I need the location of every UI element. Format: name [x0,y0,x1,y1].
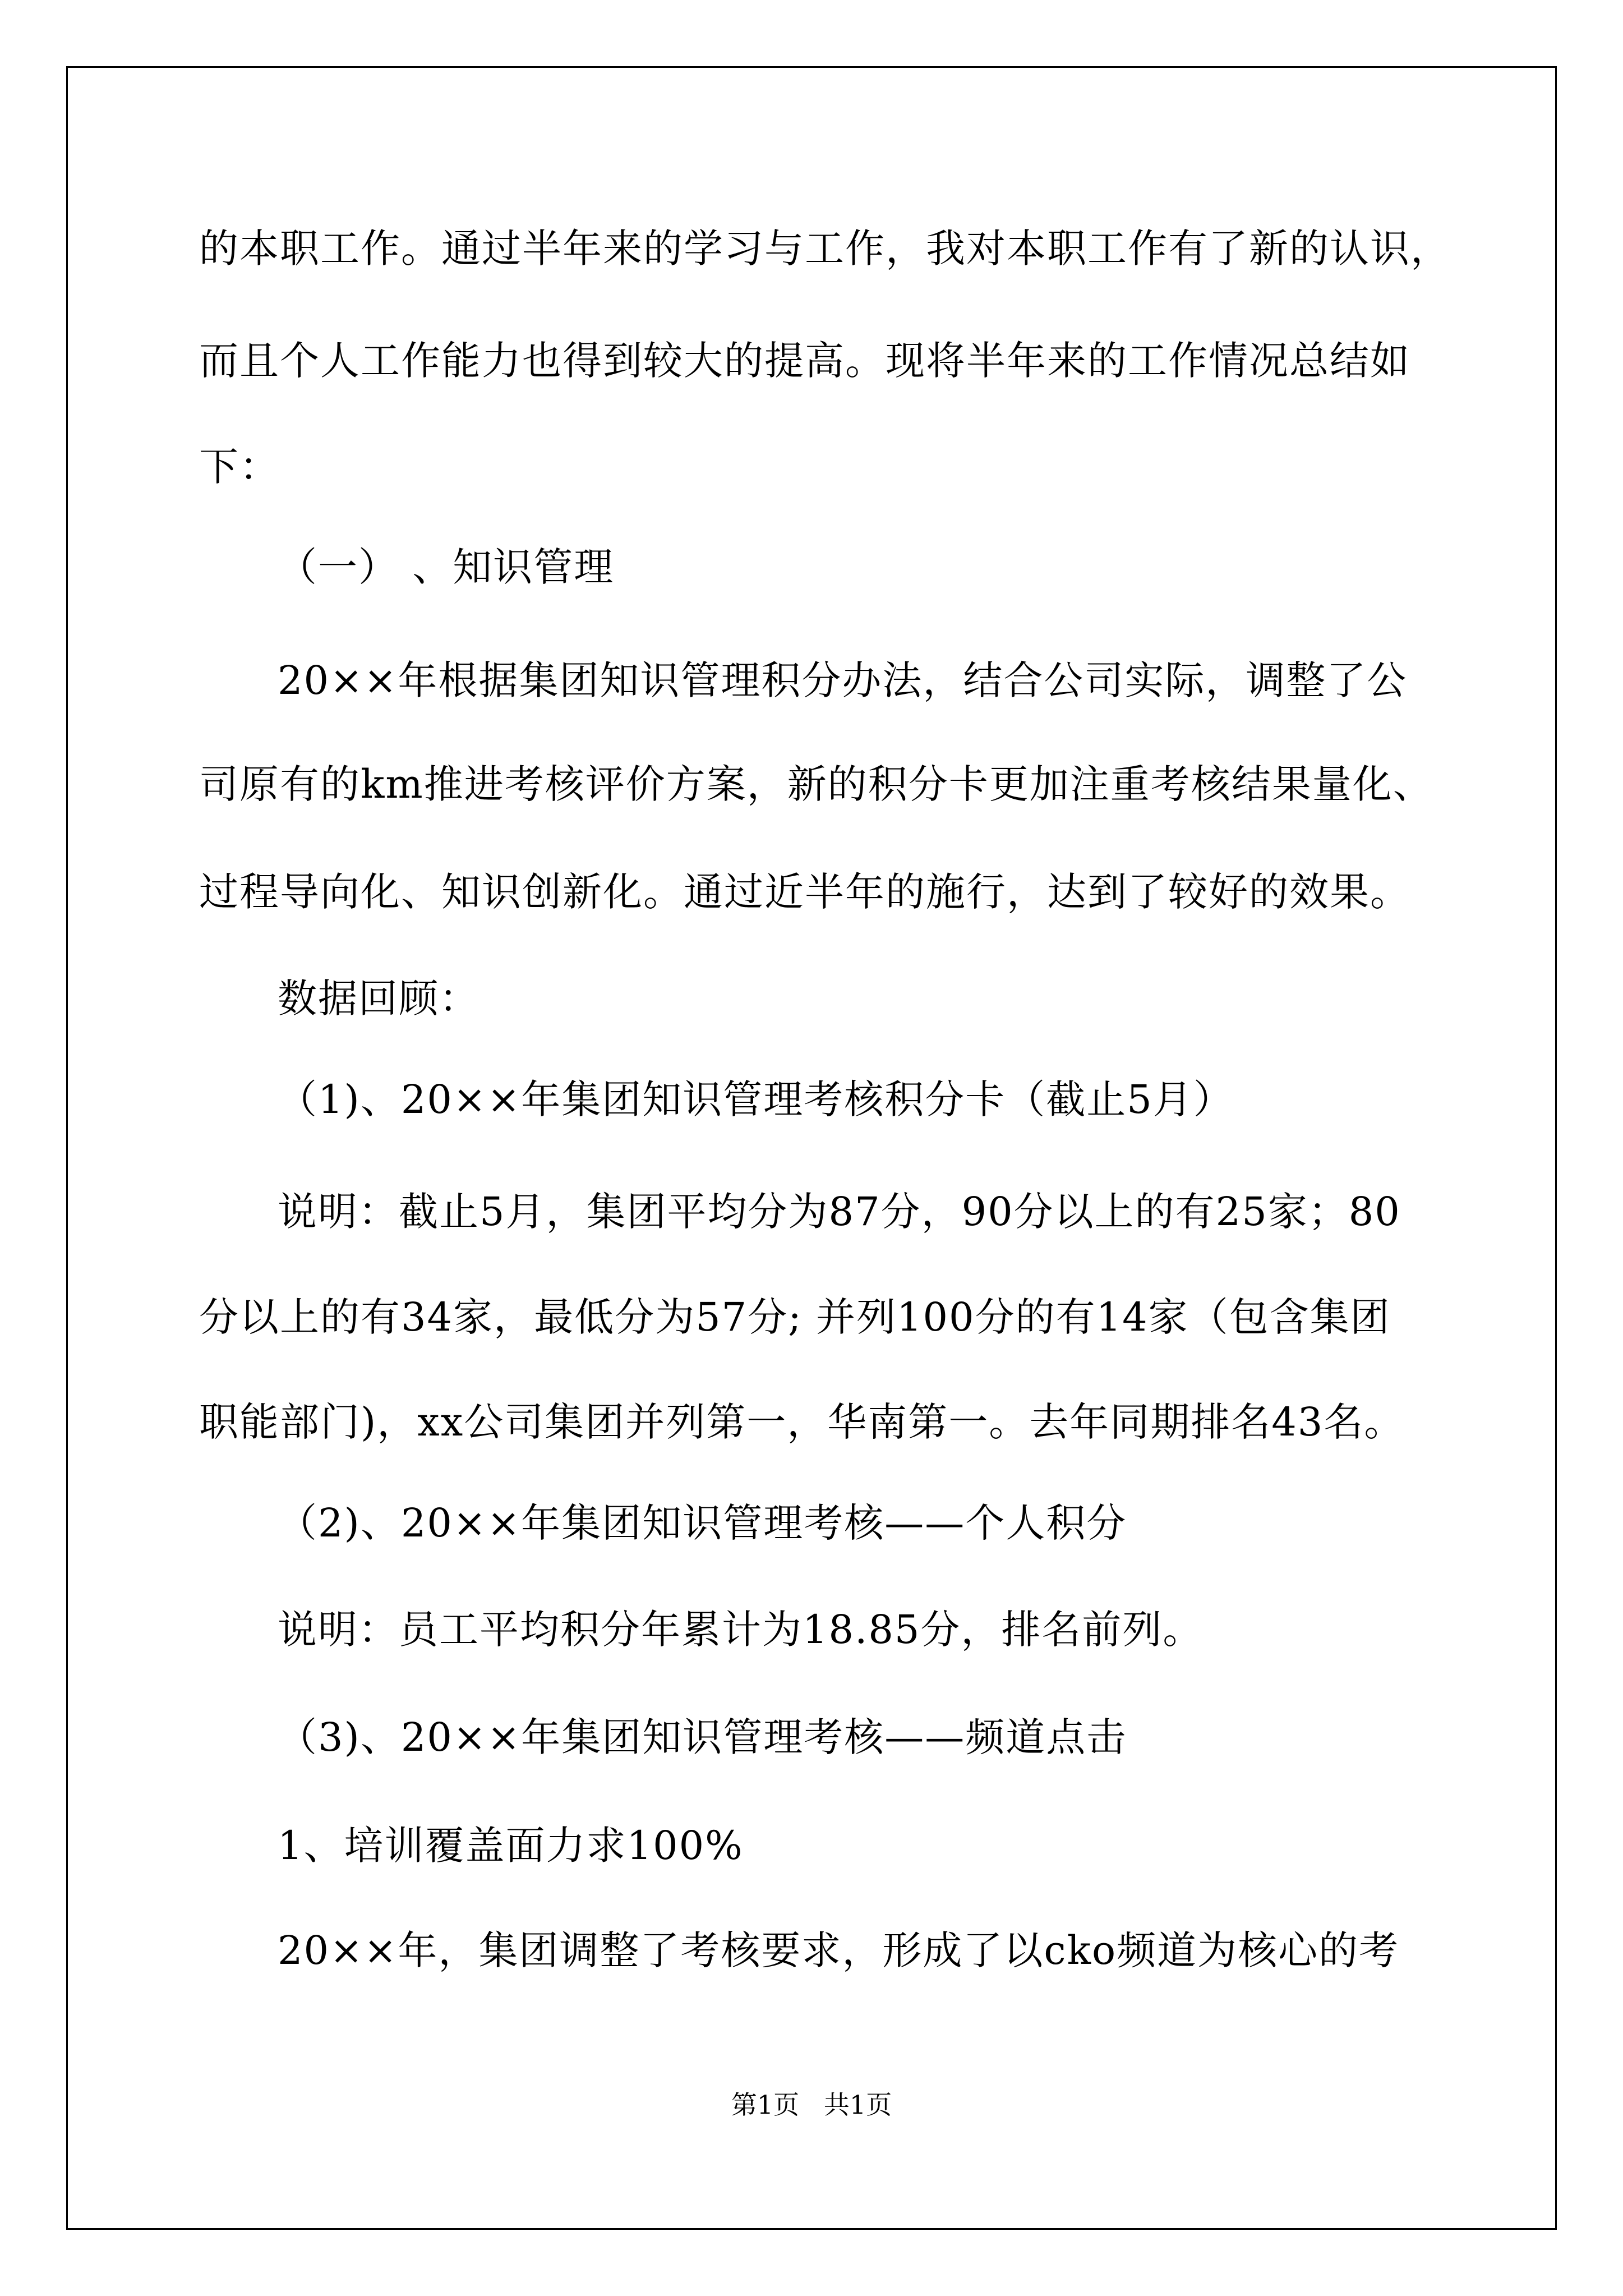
page-border [66,66,1557,2230]
paragraph-line: 职能部门)，xx公司集团并列第一，华南第一。去年同期排名43名。 [199,1399,1405,1445]
paragraph-line: 数据回顾： [278,976,479,1022]
paragraph-line: 下： [199,444,280,490]
paragraph-line: （1)、20××年集团知识管理考核积分卡（截止5月） [278,1076,1234,1122]
paragraph-line: 过程导向化、知识创新化。通过近半年的施行，达到了较好的效果。 [199,869,1410,915]
paragraph-line: 而且个人工作能力也得到较大的提高。现将半年来的工作情况总结如 [199,338,1410,384]
paragraph-line: 司原有的km推进考核评价方案，新的积分卡更加注重考核结果量化、 [199,761,1433,807]
section-heading: （一） 、知识管理 [278,544,615,590]
paragraph-line: 1、培训覆盖面力求100% [278,1823,744,1869]
paragraph-line: 分以上的有34家，最低分为57分; 并列100分的有14家（包含集团 [199,1294,1391,1340]
paragraph-line: 20××年根据集团知识管理积分办法，结合公司实际，调整了公 [278,657,1408,703]
paragraph-line: 说明：截止5月，集团平均分为87分，90分以上的有25家；80 [278,1189,1401,1235]
paragraph-line: 的本职工作。通过半年来的学习与工作，我对本职工作有了新的认识， [199,226,1451,272]
paragraph-line: （2)、20××年集团知识管理考核——个人积分 [278,1500,1127,1546]
paragraph-line: 20××年，集团调整了考核要求，形成了以cko频道为核心的考 [278,1927,1400,1973]
page-footer: 第1页 共1页 [731,2090,892,2120]
paragraph-line: （3)、20××年集团知识管理考核——频道点击 [278,1714,1127,1760]
paragraph-line: 说明：员工平均积分年累计为18.85分，排名前列。 [278,1607,1204,1653]
